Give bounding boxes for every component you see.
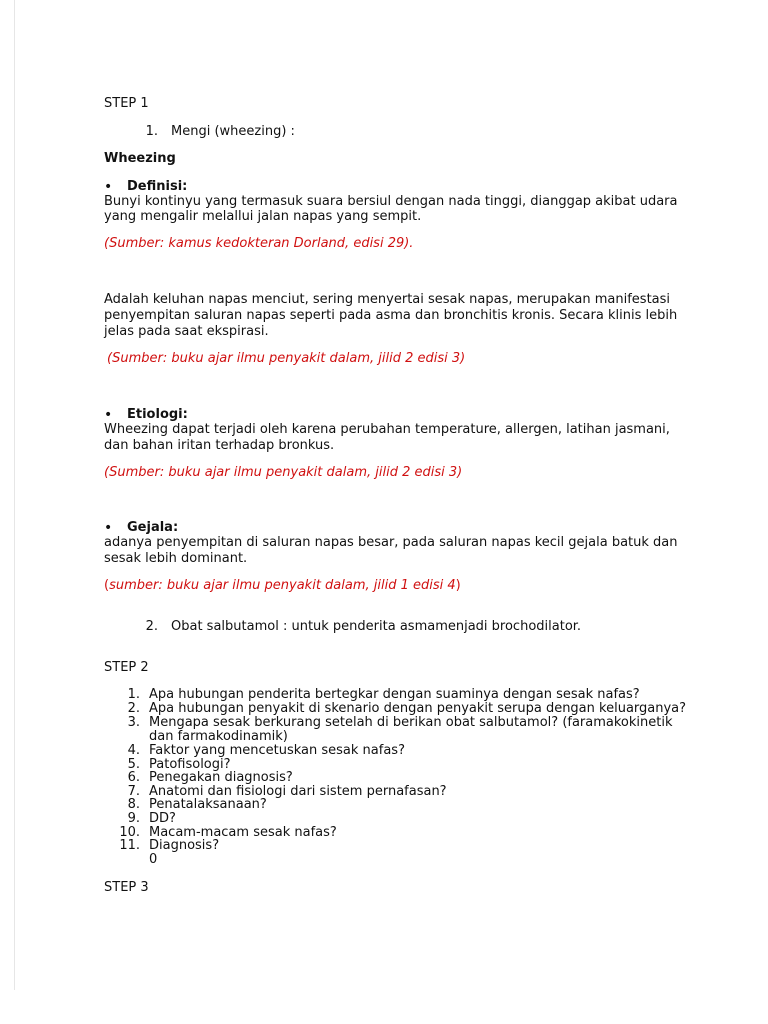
step1-item1-text: Mengi (wheezing) : bbox=[171, 124, 295, 139]
page-edge bbox=[14, 0, 15, 990]
step2-item-10-text: Macam-macam sesak nafas? bbox=[149, 825, 337, 840]
gejala-line-2: sesak lebih dominant. bbox=[104, 551, 248, 566]
gejala-source-close: ) bbox=[455, 578, 461, 593]
step2-item-6-text: Penegakan diagnosis? bbox=[149, 770, 293, 785]
step2-item-10-number: 10. bbox=[119, 825, 140, 840]
step2-item-9-number: 9. bbox=[127, 811, 140, 826]
step2-heading: STEP 2 bbox=[104, 660, 149, 675]
step2-item-11-text: Diagnosis? bbox=[149, 838, 220, 853]
gejala-source bbox=[104, 578, 461, 594]
etiologi-line-2: dan bahan iritan terhadap bronkus. bbox=[104, 438, 335, 453]
etiologi-label: Etiologi: bbox=[127, 407, 188, 422]
bullet-definisi: • bbox=[104, 179, 113, 195]
bullet-gejala: • bbox=[104, 520, 113, 536]
definisi-label: Definisi: bbox=[127, 179, 188, 194]
step3-heading: STEP 3 bbox=[104, 880, 149, 895]
etiologi-source: (Sumber: buku ajar ilmu penyakit dalam, jilid 2 edisi 3) bbox=[104, 465, 463, 480]
step2-item-3-text: Mengapa sesak berkurang setelah di berikan obat salbutamol? (faramakokinetik bbox=[149, 715, 673, 730]
step2-item-3-text-continued: dan farmakodinamik) bbox=[149, 729, 288, 744]
step2-item-2-number: 2. bbox=[127, 701, 140, 716]
step2-item-6-number: 6. bbox=[127, 770, 140, 785]
definisi-line-2: yang mengalir melallui jalan napas yang sempit. bbox=[104, 209, 422, 224]
step2-item-4-text: Faktor yang mencetuskan sesak nafas? bbox=[149, 743, 405, 758]
gejala-label: Gejala: bbox=[127, 520, 179, 535]
step1-heading: STEP 1 bbox=[104, 96, 149, 111]
step2-item-1-number: 1. bbox=[127, 687, 140, 702]
step2-item-8-number: 8. bbox=[127, 797, 140, 812]
paragraph2-source: (Sumber: buku ajar ilmu penyakit dalam, jilid 2 edisi 3) bbox=[107, 351, 466, 366]
section-title-wheezing: Wheezing bbox=[104, 151, 176, 166]
step2-item-4-number: 4. bbox=[127, 743, 140, 758]
step2-item-1-text: Apa hubungan penderita bertegkar dengan suaminya dengan sesak nafas? bbox=[149, 687, 640, 702]
bullet-etiologi: • bbox=[104, 407, 113, 423]
step2-item-8-text: Penatalaksanaan? bbox=[149, 797, 267, 812]
step2-item-5-number: 5. bbox=[127, 757, 140, 772]
gejala-source-open: ( bbox=[104, 578, 110, 593]
gejala-line-1: adanya penyempitan di saluran napas besar, pada saluran napas kecil gejala batuk dan bbox=[104, 535, 678, 550]
step1-item2-number: 2. bbox=[145, 619, 158, 634]
step2-item-7-text: Anatomi dan fisiologi dari sistem pernafasan? bbox=[149, 784, 447, 799]
step2-item-5-text: Patofisologi? bbox=[149, 757, 231, 772]
definisi-line-1: Bunyi kontinyu yang termasuk suara bersiul dengan nada tinggi, dianggap akibat udara bbox=[104, 194, 678, 209]
paragraph2-line-1: Adalah keluhan napas menciut, sering menyertai sesak napas, merupakan manifestasi bbox=[104, 292, 671, 307]
step2-item-11-text-continued: 0 bbox=[149, 852, 158, 867]
gejala-source-text: sumber: buku ajar ilmu penyakit dalam, jilid 1 edisi 4 bbox=[109, 578, 456, 593]
step2-item-9-text: DD? bbox=[149, 811, 176, 826]
etiologi-line-1: Wheezing dapat terjadi oleh karena perubahan temperature, allergen, latihan jasmani, bbox=[104, 422, 670, 437]
step1-item1-number: 1. bbox=[145, 124, 158, 139]
step2-item-2-text: Apa hubungan penyakit di skenario dengan penyakit serupa dengan keluarganya? bbox=[149, 701, 687, 716]
step2-item-3-number: 3. bbox=[127, 715, 140, 730]
step2-item-7-number: 7. bbox=[127, 784, 140, 799]
definisi-source: (Sumber: kamus kedokteran Dorland, edisi 29). bbox=[104, 236, 414, 251]
step1-item2-text: Obat salbutamol : untuk penderita asmamenjadi brochodilator. bbox=[171, 619, 582, 634]
paragraph2-line-3: jelas pada saat ekspirasi. bbox=[104, 324, 269, 339]
step2-item-11-number: 11. bbox=[119, 838, 140, 853]
paragraph2-line-2: penyempitan saluran napas seperti pada asma dan bronchitis kronis. Secara klinis lebih bbox=[104, 308, 678, 323]
